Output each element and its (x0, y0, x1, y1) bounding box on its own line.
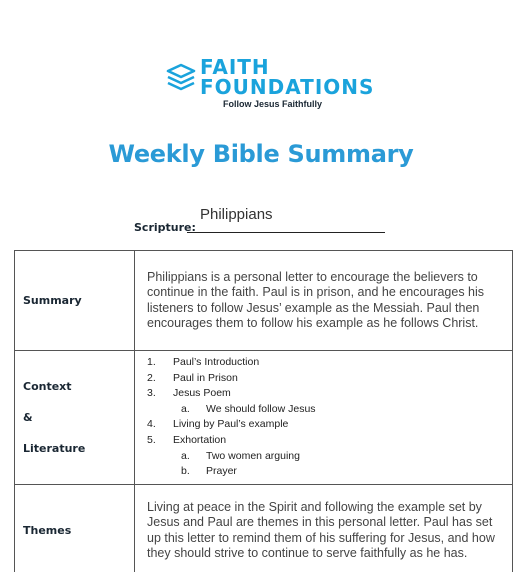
themes-label: Themes (15, 484, 135, 572)
summary-label: Summary (15, 251, 135, 351)
brand-tagline: Follow Jesus Faithfully (223, 99, 323, 109)
page-title: Weekly Bible Summary (108, 140, 414, 168)
brand-name-line1: FAITH (200, 55, 270, 79)
brand-logo (166, 55, 375, 114)
list-item: 4. Living by Paul’s example (147, 418, 289, 431)
context-label-line2: & (23, 410, 33, 424)
table-row (15, 251, 513, 351)
scripture-underline (187, 232, 385, 233)
context-outline-cell[interactable] (135, 351, 513, 485)
list-subitem: a. We should follow Jesus (181, 402, 316, 415)
table-row (15, 351, 513, 485)
list-subitem: a. Two women arguing (181, 449, 300, 462)
list-item: 3. Jesus Poem (147, 387, 231, 400)
list-subitem: b. Prayer (181, 465, 237, 478)
scripture-value[interactable]: Philippians (200, 206, 273, 223)
context-label-line1: Context (23, 379, 72, 393)
summary-text[interactable]: Philippians is a personal letter to encourage the believers to continue in the faith. Paul is in prison, and he encourages his listeners to follow Jesus’ example as the Messiah. Paul then encourages them to follow his example as he follows Christ. (135, 251, 513, 351)
list-item: 5. Exhortation (147, 433, 227, 446)
summary-table (14, 250, 513, 572)
brand-name-line2: FOUNDATIONS (200, 75, 375, 99)
context-outline (147, 355, 506, 480)
table-row (15, 484, 513, 572)
scripture-label: Scripture: (134, 221, 196, 234)
themes-text[interactable]: Living at peace in the Spirit and following the example set by Jesus and Paul are themes in this personal letter. Paul has set up this letter to remind them of his suffering for Jesus, and how they should strive to continue to serve faithfully as he has. (135, 484, 513, 572)
list-item: 1. Paul’s Introduction (147, 356, 260, 368)
stacked-books-icon (166, 62, 196, 92)
context-label (15, 351, 135, 485)
list-item: 2. Paul in Prison (147, 371, 238, 384)
context-label-line3: Literature (23, 441, 86, 455)
